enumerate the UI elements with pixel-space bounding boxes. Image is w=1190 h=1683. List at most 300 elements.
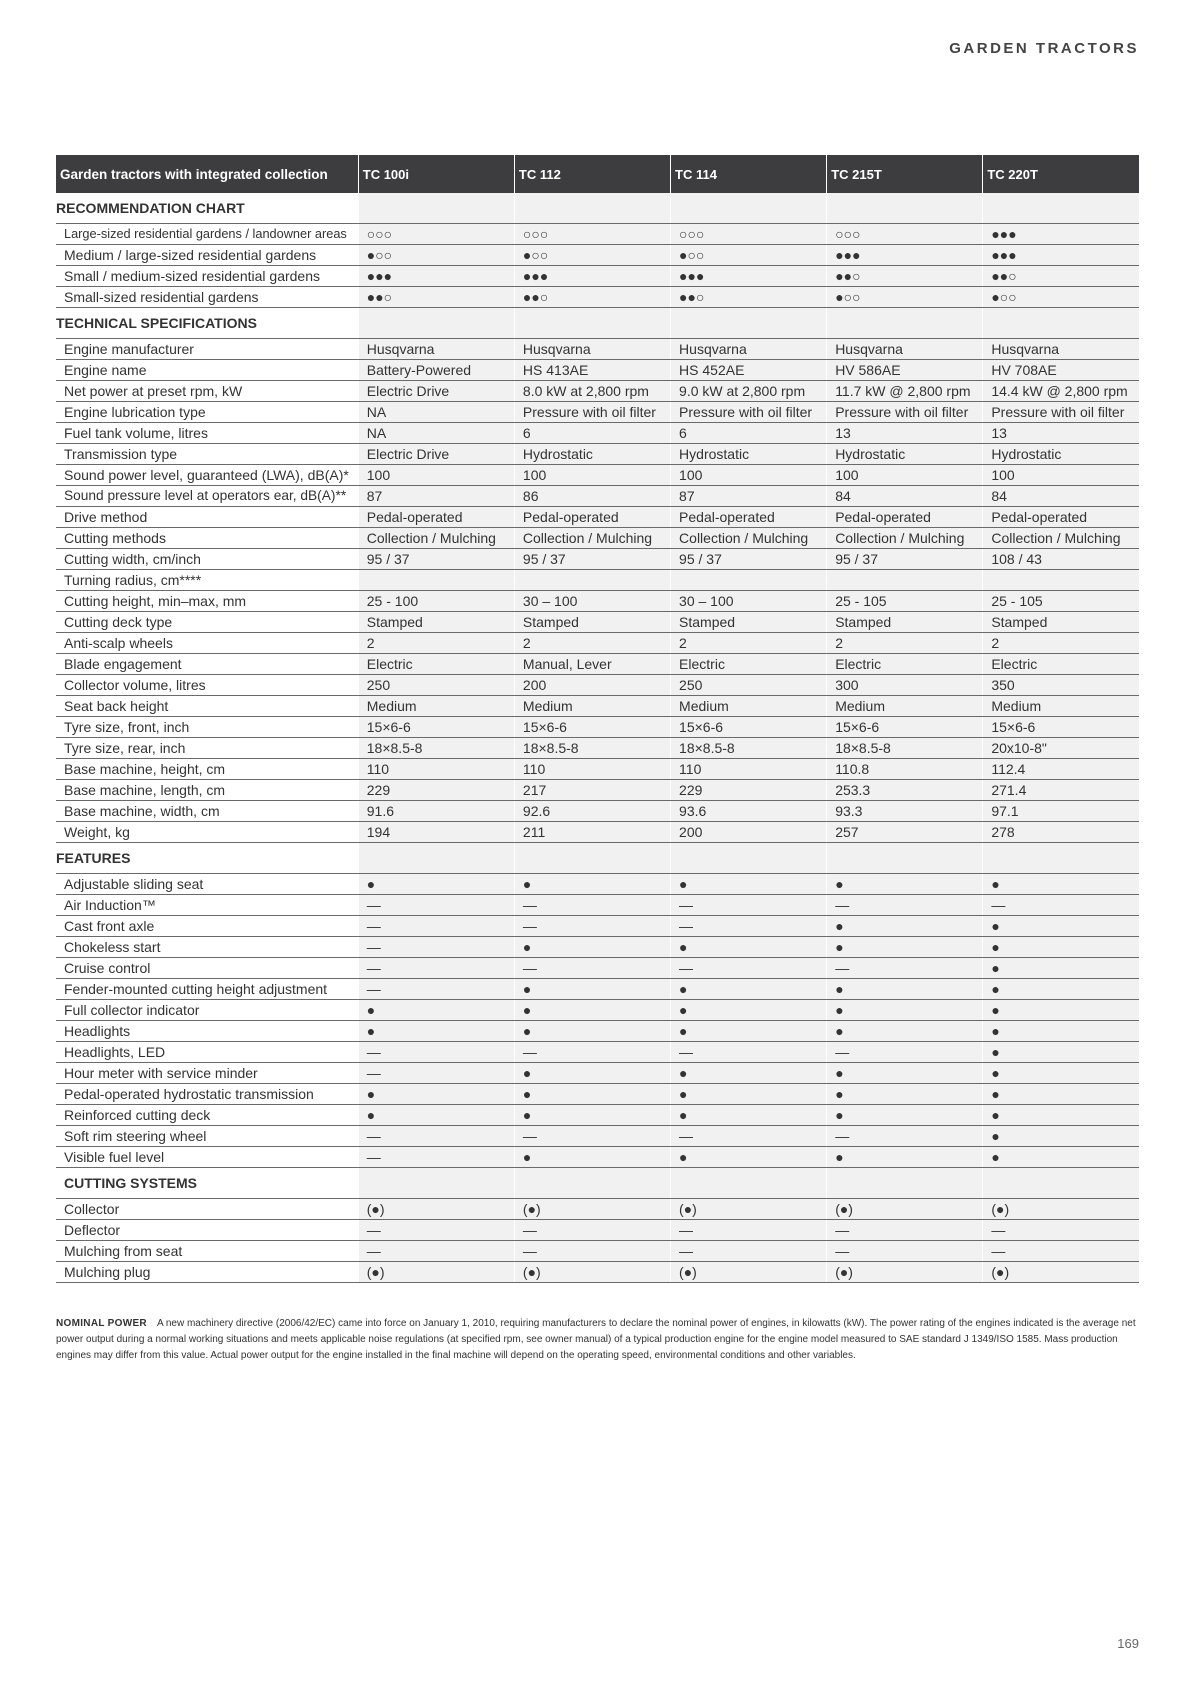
value-cell <box>514 1000 670 1021</box>
cell-value: — <box>679 918 694 934</box>
value-cell <box>671 874 827 895</box>
cell-value: ● <box>522 1086 532 1102</box>
cell-value: 100 <box>835 467 859 483</box>
value-cell <box>983 507 1139 528</box>
value-cell <box>358 245 514 266</box>
value-cell <box>358 1147 514 1168</box>
table-row <box>56 937 1139 958</box>
cell-value: — <box>522 1128 537 1144</box>
value-cell <box>671 381 827 402</box>
cell-value: Collection / Mulching <box>991 530 1121 546</box>
cell-value: ● <box>679 876 688 892</box>
value-cell <box>358 360 514 381</box>
cell-value: — <box>366 1044 381 1060</box>
cell-value: 110 <box>522 761 546 777</box>
value-cell <box>671 1000 827 1021</box>
section-title: CUTTING SYSTEMS <box>56 1168 358 1199</box>
cell-value: — <box>522 1222 537 1238</box>
value-cell <box>514 1241 670 1262</box>
row-label: Cruise control <box>56 958 358 979</box>
value-cell <box>514 1147 670 1168</box>
cell-value: HS 413AE <box>522 362 589 378</box>
cell-value: ● <box>991 1107 1000 1123</box>
value-cell <box>671 633 827 654</box>
table-row <box>56 979 1139 1000</box>
row-label: Small / medium-sized residential gardens <box>56 266 358 287</box>
value-cell <box>671 1147 827 1168</box>
cell-value: (●) <box>835 1201 853 1217</box>
cell-value: — <box>522 897 537 913</box>
cell-value: Husqvarna <box>991 341 1060 357</box>
model-header: TC 112 <box>514 155 670 193</box>
row-label: Transmission type <box>56 444 358 465</box>
section-title: RECOMMENDATION CHART <box>56 193 358 224</box>
value-cell <box>514 895 670 916</box>
value-cell <box>827 1063 983 1084</box>
value-cell <box>983 822 1139 843</box>
cell-value: — <box>679 1243 694 1259</box>
cell-value: — <box>835 960 850 976</box>
cell-value: 15×6-6 <box>835 719 880 735</box>
cell-value: Electric <box>679 656 725 672</box>
value-cell <box>358 958 514 979</box>
cell-value: 18×8.5-8 <box>835 740 891 756</box>
value-cell <box>671 958 827 979</box>
value-cell <box>358 1262 514 1283</box>
model-header: TC 100i <box>358 155 514 193</box>
cell-value: 15×6-6 <box>991 719 1036 735</box>
cell-value: ● <box>991 876 1000 892</box>
value-cell <box>671 528 827 549</box>
cell-value: 300 <box>835 677 859 693</box>
value-cell <box>514 360 670 381</box>
value-cell <box>671 759 827 780</box>
cell-value: — <box>366 960 381 976</box>
value-cell <box>514 486 670 507</box>
value-cell <box>514 1021 670 1042</box>
cell-value: 229 <box>366 782 391 798</box>
value-cell <box>983 1042 1139 1063</box>
value-cell <box>514 801 670 822</box>
row-label: Base machine, length, cm <box>56 780 358 801</box>
section-spacer-cell <box>983 1168 1139 1199</box>
value-cell <box>514 339 670 360</box>
value-cell <box>983 979 1139 1000</box>
value-cell <box>827 1220 983 1241</box>
cell-value: 30 – 100 <box>522 593 578 609</box>
table-row <box>56 423 1139 444</box>
cell-value: 15×6-6 <box>679 719 724 735</box>
table-row <box>56 696 1139 717</box>
section-title: TECHNICAL SPECIFICATIONS <box>56 308 358 339</box>
cell-value: 30 – 100 <box>679 593 734 609</box>
cell-value: (●) <box>679 1264 697 1280</box>
value-cell <box>514 633 670 654</box>
value-cell <box>983 423 1139 444</box>
value-cell <box>983 1063 1139 1084</box>
cell-value: Pressure with oil filter <box>991 404 1125 420</box>
section-spacer-cell <box>514 308 670 339</box>
table-row <box>56 958 1139 979</box>
cell-value: 20x10-8" <box>991 740 1047 756</box>
table-header-row <box>56 155 1139 193</box>
value-cell <box>983 1105 1139 1126</box>
cell-value: — <box>366 981 381 997</box>
value-cell <box>514 717 670 738</box>
table-row <box>56 1105 1139 1126</box>
cell-value: ● <box>991 960 1000 976</box>
value-cell <box>671 570 827 591</box>
row-label: Collector volume, litres <box>56 675 358 696</box>
section-spacer-cell <box>358 1168 514 1199</box>
value-cell <box>358 507 514 528</box>
cell-value: ● <box>522 1107 532 1123</box>
cell-value: — <box>835 1044 850 1060</box>
value-cell <box>514 937 670 958</box>
cell-value: 200 <box>679 824 703 840</box>
row-label: Seat back height <box>56 696 358 717</box>
value-cell <box>358 570 514 591</box>
value-cell <box>514 287 670 308</box>
cell-value: ● <box>991 1149 1000 1165</box>
value-cell <box>983 402 1139 423</box>
value-cell <box>827 822 983 843</box>
cell-value: ●●○ <box>522 289 549 305</box>
value-cell <box>671 423 827 444</box>
value-cell <box>983 633 1139 654</box>
cell-value: — <box>522 960 537 976</box>
value-cell <box>983 612 1139 633</box>
cell-value: Pedal-operated <box>835 509 931 525</box>
cell-value: 95 / 37 <box>366 551 410 567</box>
section-header-row <box>56 843 1139 874</box>
section-spacer-cell <box>983 193 1139 224</box>
table-row <box>56 717 1139 738</box>
section-title: GARDEN TRACTORS <box>949 40 1139 57</box>
value-cell <box>514 465 670 486</box>
spec-table-body <box>56 193 1139 1283</box>
cell-value: Medium <box>835 698 885 714</box>
model-header: TC 215T <box>827 155 983 193</box>
cell-value: ● <box>522 1002 532 1018</box>
value-cell <box>358 654 514 675</box>
value-cell <box>983 675 1139 696</box>
cell-value: 87 <box>366 488 383 504</box>
cell-value: — <box>679 897 694 913</box>
cell-value: Battery-Powered <box>366 362 472 378</box>
row-label: Adjustable sliding seat <box>56 874 358 895</box>
section-spacer-cell <box>827 1168 983 1199</box>
table-row <box>56 570 1139 591</box>
cell-value: ● <box>835 1023 844 1039</box>
cell-value: Electric Drive <box>366 446 450 462</box>
table-row <box>56 1000 1139 1021</box>
value-cell <box>827 633 983 654</box>
value-cell <box>983 801 1139 822</box>
row-label: Engine manufacturer <box>56 339 358 360</box>
row-label: Cutting deck type <box>56 612 358 633</box>
cell-value: Electric Drive <box>366 383 450 399</box>
table-row <box>56 507 1139 528</box>
cell-value: (●) <box>522 1264 541 1280</box>
cell-value: 100 <box>679 467 703 483</box>
cell-value: — <box>679 1222 694 1238</box>
cell-value: — <box>835 1128 850 1144</box>
cell-value: ● <box>991 939 1000 955</box>
table-row <box>56 801 1139 822</box>
value-cell <box>983 916 1139 937</box>
value-cell <box>358 1063 514 1084</box>
value-cell <box>671 1063 827 1084</box>
cell-value: 95 / 37 <box>835 551 879 567</box>
row-label: Chokeless start <box>56 937 358 958</box>
table-row <box>56 245 1139 266</box>
value-cell <box>827 1241 983 1262</box>
value-cell <box>514 1220 670 1241</box>
value-cell <box>671 916 827 937</box>
table-row <box>56 612 1139 633</box>
section-spacer-cell <box>358 308 514 339</box>
row-label: Engine lubrication type <box>56 402 358 423</box>
row-label: Reinforced cutting deck <box>56 1105 358 1126</box>
value-cell <box>983 1147 1139 1168</box>
table-row <box>56 1241 1139 1262</box>
cell-value: 6 <box>522 425 531 441</box>
value-cell <box>358 916 514 937</box>
cell-value: ● <box>835 1002 844 1018</box>
cell-value: ● <box>522 939 532 955</box>
row-label: Cutting width, cm/inch <box>56 549 358 570</box>
cell-value: NA <box>366 404 387 420</box>
table-row <box>56 1126 1139 1147</box>
row-label: Full collector indicator <box>56 1000 358 1021</box>
value-cell <box>358 402 514 423</box>
cell-value: — <box>366 897 381 913</box>
value-cell <box>983 696 1139 717</box>
cell-value: ● <box>366 1023 376 1039</box>
value-cell <box>827 1105 983 1126</box>
value-cell <box>983 1126 1139 1147</box>
value-cell <box>358 822 514 843</box>
value-cell <box>514 507 670 528</box>
cell-value: ○○○ <box>679 226 705 242</box>
value-cell <box>827 874 983 895</box>
row-label: Sound pressure level at operators ear, dB(A)** <box>56 486 358 507</box>
value-cell <box>827 339 983 360</box>
table-row <box>56 1042 1139 1063</box>
value-cell <box>671 738 827 759</box>
cell-value: NA <box>366 425 387 441</box>
section-spacer-cell <box>514 1168 670 1199</box>
value-cell <box>514 780 670 801</box>
value-cell <box>827 675 983 696</box>
value-cell <box>671 549 827 570</box>
value-cell <box>358 287 514 308</box>
cell-value: Collection / Mulching <box>835 530 965 546</box>
cell-value: — <box>366 1222 381 1238</box>
value-cell <box>671 224 827 245</box>
table-row <box>56 1147 1139 1168</box>
cell-value: 18×8.5-8 <box>522 740 579 756</box>
cell-value: 93.6 <box>679 803 707 819</box>
value-cell <box>671 402 827 423</box>
value-cell <box>358 465 514 486</box>
cell-value: 2 <box>991 635 1000 651</box>
cell-value: 95 / 37 <box>679 551 722 567</box>
cell-value: 278 <box>991 824 1015 840</box>
value-cell <box>514 654 670 675</box>
section-spacer-cell <box>671 193 827 224</box>
row-label: Deflector <box>56 1220 358 1241</box>
cell-value: 15×6-6 <box>522 719 567 735</box>
value-cell <box>983 1084 1139 1105</box>
cell-value: Hydrostatic <box>679 446 750 462</box>
value-cell <box>671 1105 827 1126</box>
table-row <box>56 1063 1139 1084</box>
cell-value: ● <box>522 981 532 997</box>
table-row <box>56 780 1139 801</box>
page-number: 169 <box>1117 1636 1139 1651</box>
value-cell <box>514 1262 670 1283</box>
cell-value: Husqvarna <box>679 341 747 357</box>
section-header-row <box>56 193 1139 224</box>
value-cell <box>514 224 670 245</box>
value-cell <box>514 1126 670 1147</box>
row-label: Soft rim steering wheel <box>56 1126 358 1147</box>
row-label: Net power at preset rpm, kW <box>56 381 358 402</box>
value-cell <box>827 738 983 759</box>
value-cell <box>358 1084 514 1105</box>
value-cell <box>358 549 514 570</box>
value-cell <box>514 1042 670 1063</box>
cell-value: — <box>366 1128 381 1144</box>
value-cell <box>983 570 1139 591</box>
cell-value: 100 <box>522 467 547 483</box>
value-cell <box>671 801 827 822</box>
cell-value: Husqvarna <box>835 341 903 357</box>
value-cell <box>358 1126 514 1147</box>
table-row <box>56 591 1139 612</box>
cell-value: Pressure with oil filter <box>679 404 813 420</box>
cell-value: 97.1 <box>991 803 1019 819</box>
value-cell <box>827 570 983 591</box>
cell-value: 86 <box>522 488 539 504</box>
value-cell <box>514 381 670 402</box>
cell-value: ● <box>679 1065 688 1081</box>
value-cell <box>983 780 1139 801</box>
cell-value: ● <box>991 1023 1000 1039</box>
cell-value: ● <box>679 1023 688 1039</box>
cell-value: HV 586AE <box>835 362 901 378</box>
cell-value: Pedal-operated <box>366 509 463 525</box>
cell-value: — <box>679 1128 694 1144</box>
cell-value: ● <box>835 1149 844 1165</box>
value-cell <box>983 1220 1139 1241</box>
value-cell <box>983 895 1139 916</box>
value-cell <box>514 759 670 780</box>
value-cell <box>671 287 827 308</box>
cell-value: 2 <box>835 635 843 651</box>
value-cell <box>671 612 827 633</box>
table-row <box>56 528 1139 549</box>
value-cell <box>671 937 827 958</box>
value-cell <box>983 528 1139 549</box>
cell-value: ●●● <box>991 247 1017 263</box>
value-cell <box>983 465 1139 486</box>
section-title: FEATURES <box>56 843 358 874</box>
section-header-row <box>56 308 1139 339</box>
table-row <box>56 339 1139 360</box>
value-cell <box>671 465 827 486</box>
value-cell <box>358 266 514 287</box>
table-row <box>56 1084 1139 1105</box>
table-row <box>56 224 1139 245</box>
footnote-heading: NOMINAL POWER <box>56 1318 147 1329</box>
value-cell <box>514 822 670 843</box>
row-label: Blade engagement <box>56 654 358 675</box>
cell-value: ● <box>679 1107 688 1123</box>
table-row <box>56 895 1139 916</box>
value-cell <box>827 486 983 507</box>
cell-value: Pressure with oil filter <box>522 404 656 420</box>
section-spacer-cell <box>671 308 827 339</box>
value-cell <box>983 444 1139 465</box>
value-cell <box>358 339 514 360</box>
cell-value: 112.4 <box>991 761 1026 777</box>
row-label: Sound power level, guaranteed (LWA), dB(A)* <box>56 465 358 486</box>
row-label: Fender-mounted cutting height adjustment <box>56 979 358 1000</box>
cell-value: ● <box>991 1044 1000 1060</box>
row-label: Headlights, LED <box>56 1042 358 1063</box>
cell-value: Medium <box>366 698 417 714</box>
row-label: Air Induction™ <box>56 895 358 916</box>
cell-value: 250 <box>366 677 391 693</box>
footnote-text: A new machinery directive (2006/42/EC) came into force on January 1, 2010, requiring manufacturers to declare the nominal power of engines, in kilowatts (kW). The power rating of the engines indicated is the average net power output during a normal working situations and meets applicable noise regulations (at specified rpm, see owner manual) of a typical production engine for the engine model measured to SAE standard J 1349/ISO 1585. Mass production engines may differ from this value. Actual power output for the engine installed in the final machine will depend on the operating speed, environmental conditions and other variables. <box>56 1318 1136 1361</box>
value-cell <box>827 507 983 528</box>
value-cell <box>827 1262 983 1283</box>
row-label: Base machine, height, cm <box>56 759 358 780</box>
value-cell <box>514 591 670 612</box>
value-cell <box>514 738 670 759</box>
section-spacer-cell <box>358 193 514 224</box>
cell-value: 271.4 <box>991 782 1027 798</box>
section-header-row <box>56 1168 1139 1199</box>
cell-value: ● <box>679 1149 688 1165</box>
cell-value: — <box>522 918 537 934</box>
value-cell <box>358 1000 514 1021</box>
value-cell <box>983 591 1139 612</box>
cell-value: ● <box>522 1065 532 1081</box>
cell-value: — <box>679 1044 694 1060</box>
value-cell <box>514 612 670 633</box>
model-header: TC 114 <box>671 155 827 193</box>
value-cell <box>671 444 827 465</box>
cell-value: ●●● <box>991 226 1017 242</box>
value-cell <box>827 549 983 570</box>
cell-value: ● <box>835 876 844 892</box>
value-cell <box>671 266 827 287</box>
value-cell <box>671 1220 827 1241</box>
cell-value: 253.3 <box>835 782 871 798</box>
value-cell <box>671 1199 827 1220</box>
row-label: Tyre size, front, inch <box>56 717 358 738</box>
value-cell <box>827 402 983 423</box>
cell-value: ● <box>679 1086 688 1102</box>
cell-value: Hydrostatic <box>991 446 1062 462</box>
value-cell <box>671 1126 827 1147</box>
cell-value: ○○○ <box>835 226 861 242</box>
value-cell <box>358 224 514 245</box>
